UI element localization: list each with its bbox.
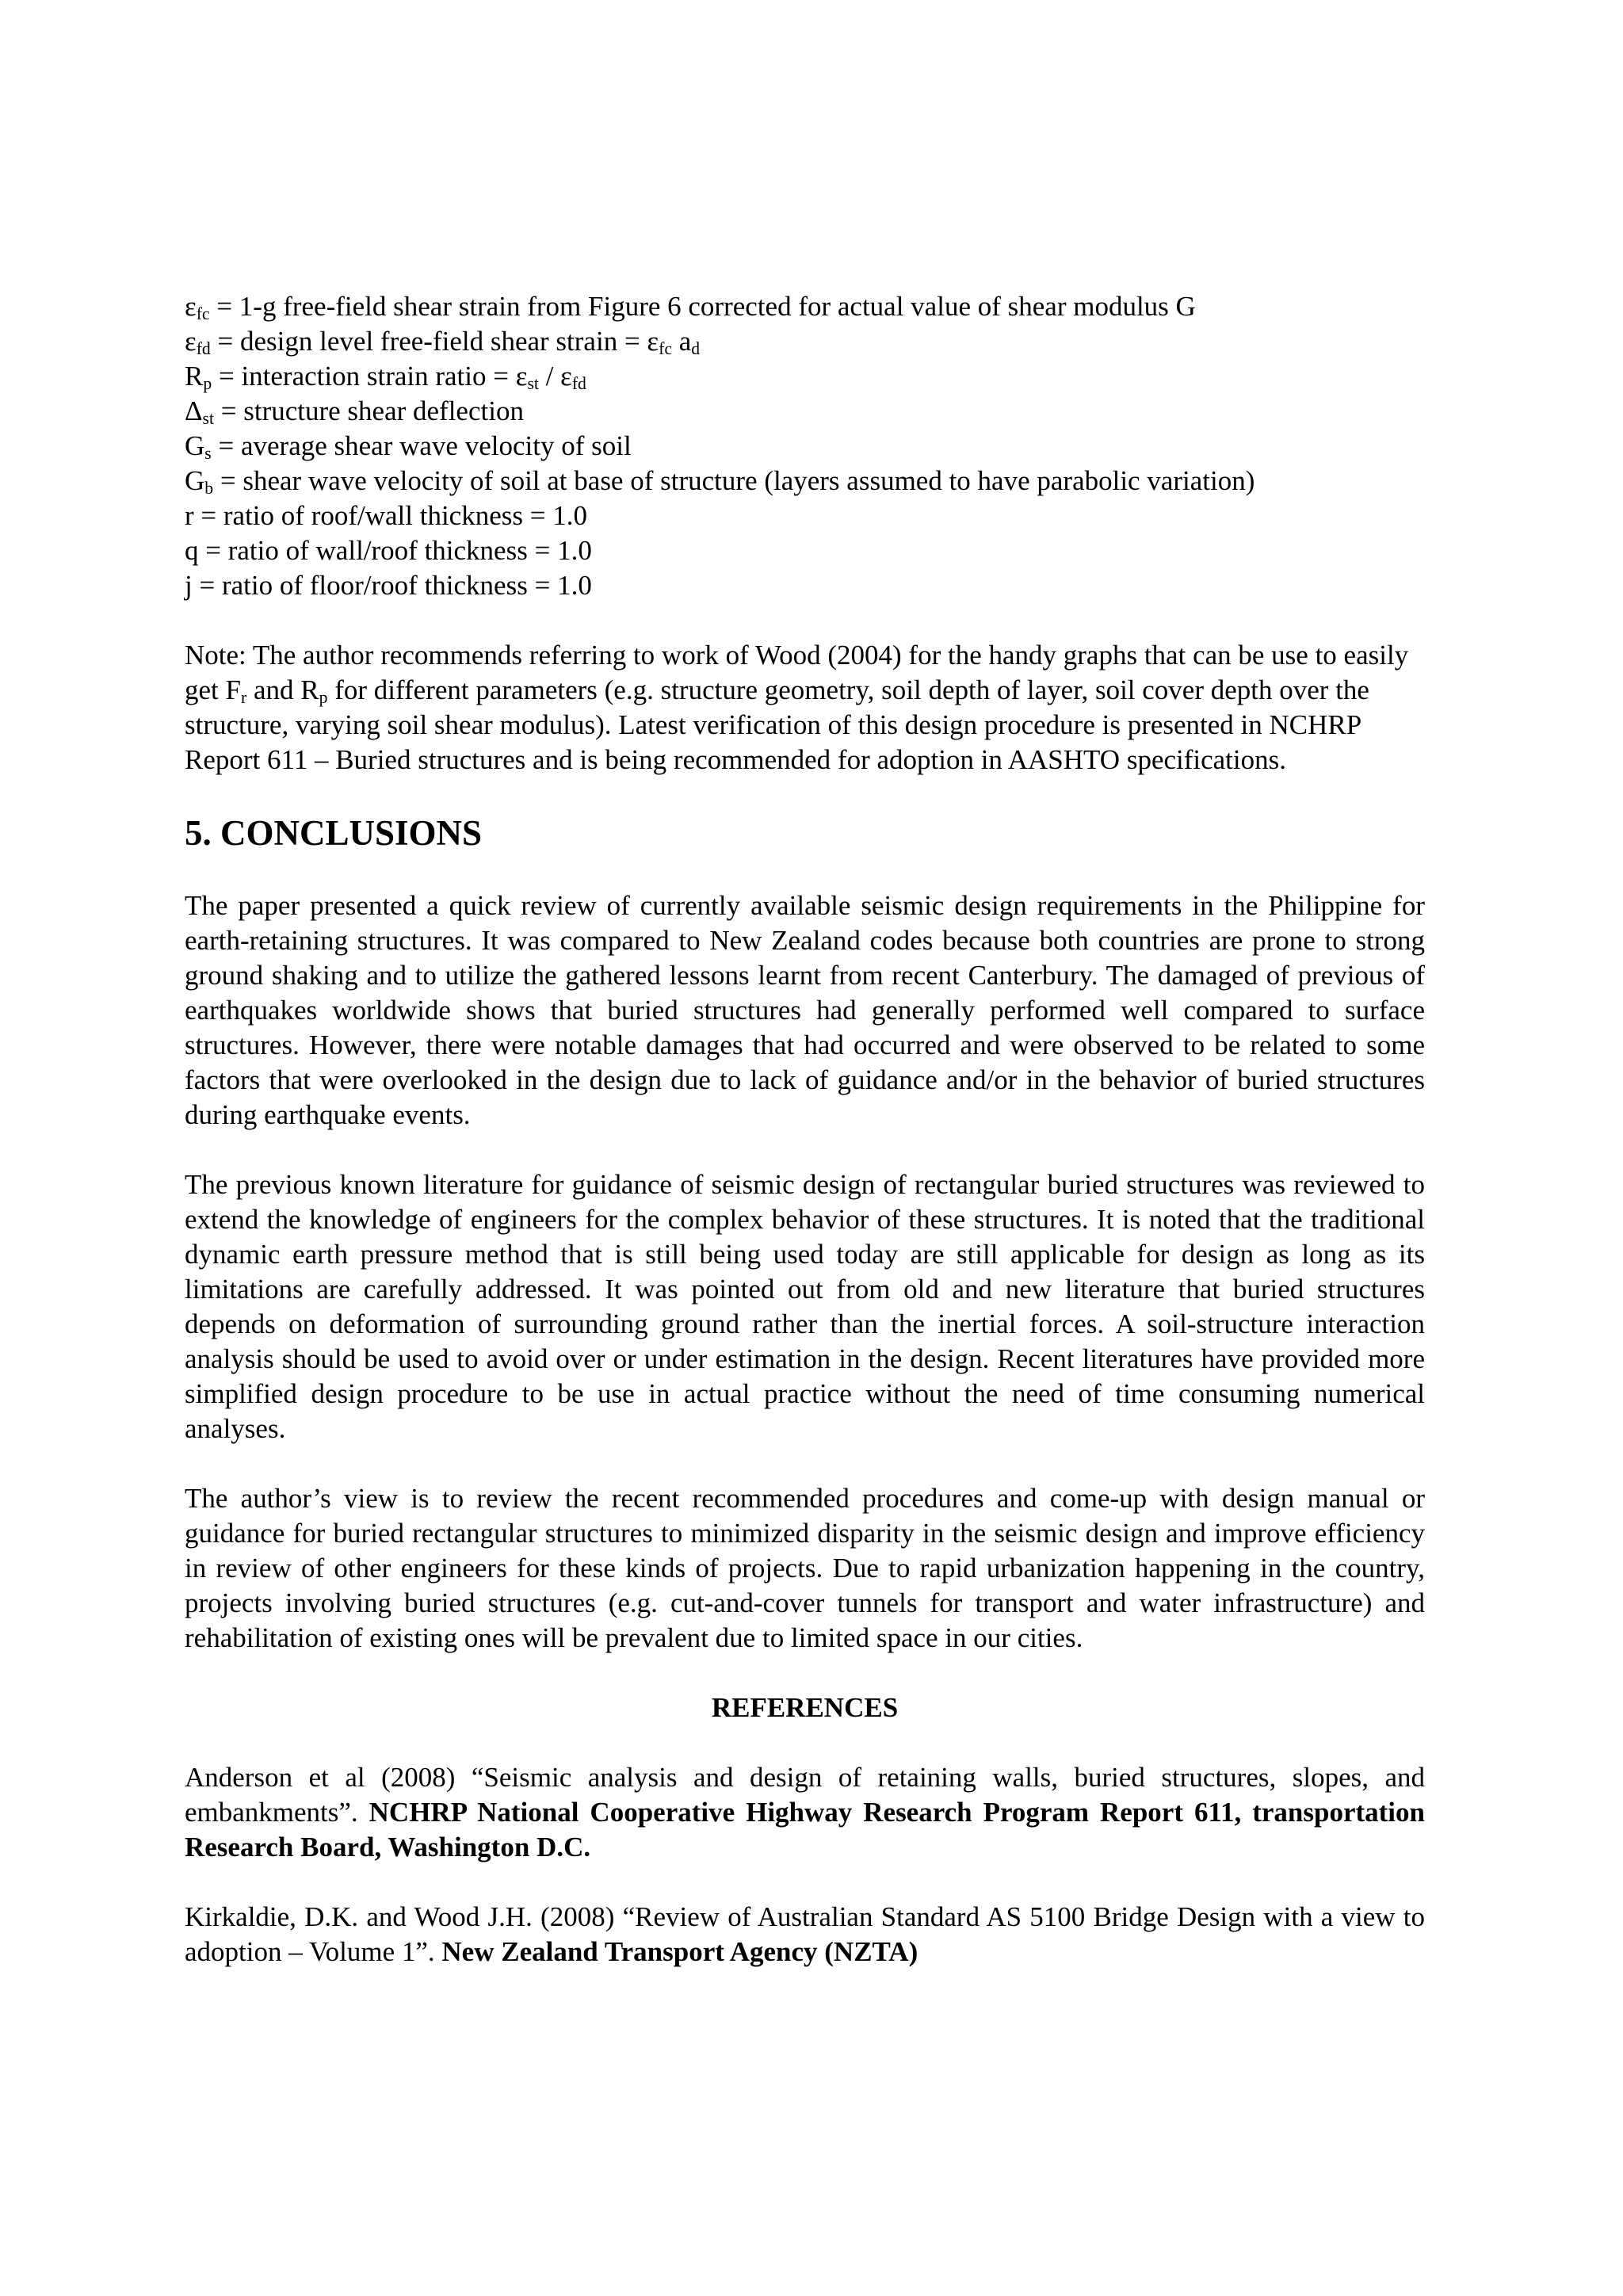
symbol-definitions-list xyxy=(185,289,1425,603)
conclusions-heading: 5. CONCLUSIONS xyxy=(185,813,483,853)
definition-line-efc: $\varepsilon_{fc} = 1-g$ free-field shear strain from Figure 6 corrected for actual value of shear modulus G xyxy=(185,291,1196,323)
conclusions-paragraph-1: The paper presented a quick review of currently available seismic design requirements in the Philippine for earth-retaining structures. It was compared to New Zealand codes because both countries are prone to strong ground shaking and to utilize the gathered lessons learnt from recent Canterbury. The damaged of previous of earthquakes worldwide shows that buried structures had generally performed well compared to surface structures. However, there were notable damages that had occurred and were observed to be related to some factors that were overlooked in the design due to lack of guidance and/or in the behavior of buried structures during earthquake events. xyxy=(185,890,1425,1130)
note-paragraph: Note: The author recommends referring to work of Wood (2004) for the handy graphs that can be use to easily get $F_r$ and $R_p$ for different parameters (e.g. structure geometry, soil depth of layer, soil cover depth over the structure, varying soil shear modulus). Latest verification of this design procedure is presented in NCHRP Report 611 – Buried structures and is being recommended for adoption in AASHTO specifications. xyxy=(185,640,1409,775)
conclusions-paragraph-3: The author’s view is to review the recent recommended procedures and come-up with design manual or guidance for buried rectangular structures to minimized disparity in the seismic design and improve efficiency in review of other engineers for these kinds of projects. Due to rapid urbanization happening in the country, projects involving buried structures (e.g. cut-and-cover tunnels for transport and water infrastructure) and rehabilitation of existing ones will be prevalent due to limited space in our cities. xyxy=(185,1483,1425,1653)
definition-line-efd: $\varepsilon_{fd}$ = design level free-field shear strain = $\varepsilon_{fc}$ $a_d$ xyxy=(185,326,701,358)
definition-line-j: j = ratio of floor/roof thickness = 1.0 xyxy=(185,570,592,601)
conclusions-paragraph-2: The previous known literature for guidance of seismic design of rectangular buried structures was reviewed to extend the knowledge of engineers for the complex behavior of these structures. It is noted that the traditional dynamic earth pressure method that is still being used today are still applicable for design as long as its limitations are carefully addressed. It was pointed out from old and new literature that buried structures depends on deformation of surrounding ground rather than the inertial forces. A soil-structure interaction analysis should be used to avoid over or under estimation in the design. Recent literatures have provided more simplified design procedure to be use in actual practice without the need of time consuming numerical analyses. xyxy=(185,1169,1425,1444)
reference-entry-anderson: Anderson et al (2008) “Seismic analysis and design of retaining walls, buried structures, slopes, and embankments”. NCHRP National Cooperative Highway Research Program Report 611, transportation Research Board, Washington D.C. xyxy=(185,1762,1425,1862)
references-heading: REFERENCES xyxy=(711,1692,899,1723)
definition-line-gs: $G_s$ = average shear wave velocity of soil xyxy=(185,430,632,463)
definition-line-q: q = ratio of wall/roof thickness = 1.0 xyxy=(185,535,592,566)
definition-line-r: r = ratio of roof/wall thickness = 1.0 xyxy=(185,500,587,531)
definition-line-gb: $G_b$ = shear wave velocity of soil at base of structure (layers assumed to have parabolic variation) xyxy=(185,465,1255,498)
definition-line-rp: $R_p$ = interaction strain ratio = $\varepsilon_{st} / \varepsilon_{fd}$ xyxy=(185,361,586,393)
definition-line-dst: $\Delta_{st}$ = structure shear deflection xyxy=(185,395,524,428)
reference-entry-kirkaldie: Kirkaldie, D.K. and Wood J.H. (2008) “Review of Australian Standard AS 5100 Bridge Design with a view to adoption – Volume 1”. New Zealand Transport Agency (NZTA) xyxy=(185,1901,1425,1967)
